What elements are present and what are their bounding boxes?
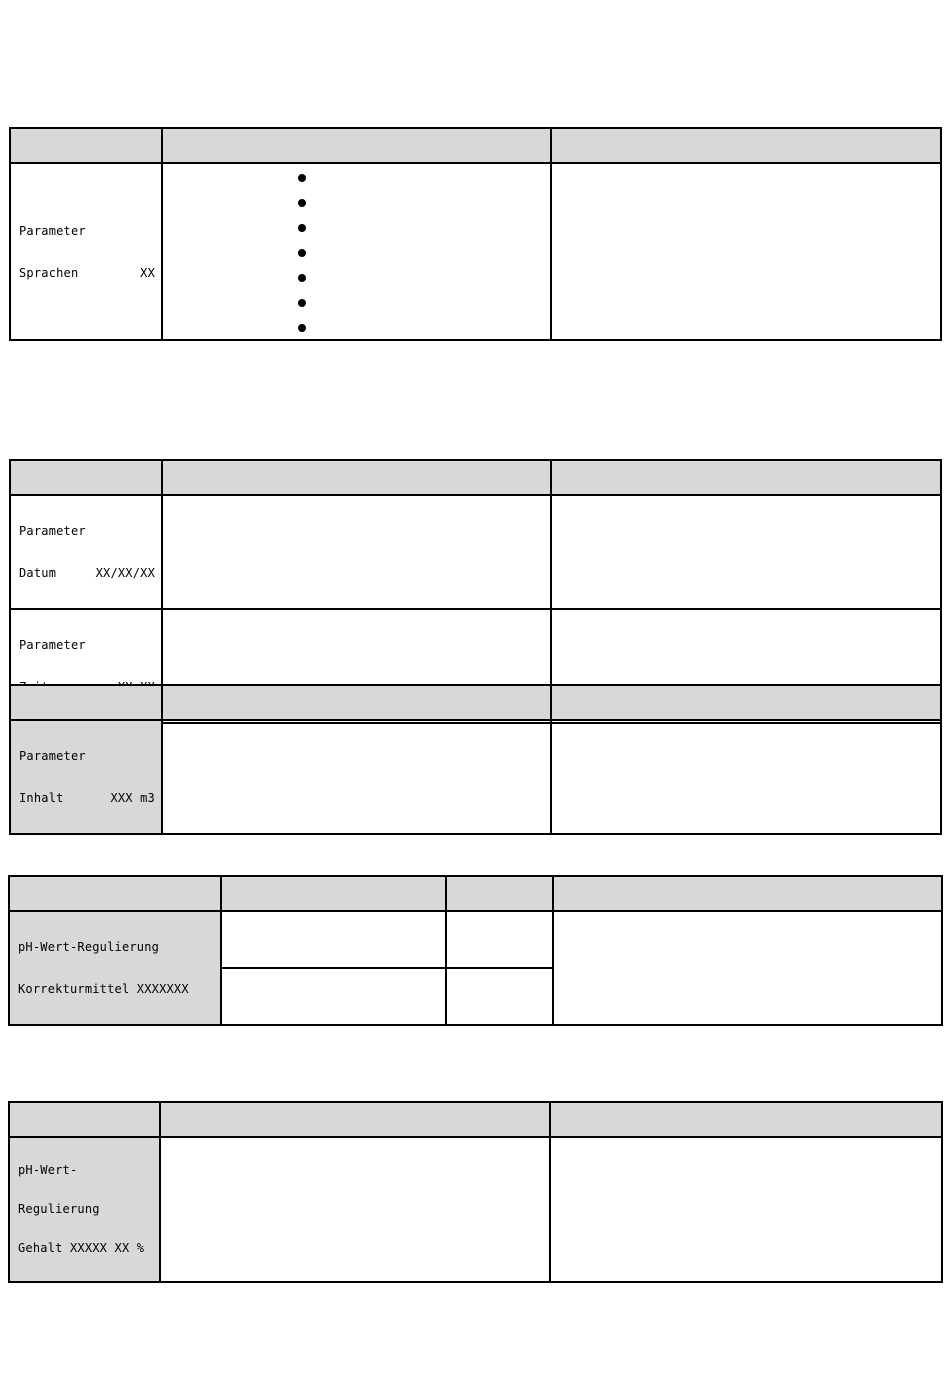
lcd-line: pH-Wert-	[18, 1163, 78, 1177]
lcd-label: Inhalt	[19, 791, 64, 805]
table-header-row	[10, 460, 941, 495]
header-cell	[10, 128, 162, 163]
header-cell	[162, 685, 551, 720]
table-row	[10, 495, 941, 609]
lcd-line: Parameter	[19, 223, 86, 238]
description-cell	[551, 495, 941, 609]
lcd-line: Parameter	[19, 749, 86, 763]
value-cell	[446, 968, 553, 1025]
bullet-icon	[298, 274, 306, 282]
header-cell	[9, 876, 221, 911]
header-cell	[550, 1102, 942, 1137]
lcd-display	[10, 495, 162, 609]
table-languages	[9, 127, 942, 341]
header-cell	[162, 128, 551, 163]
header-cell	[221, 876, 446, 911]
list-item	[163, 264, 550, 289]
bullet-icon	[298, 174, 306, 182]
header-cell	[446, 876, 553, 911]
bullet-list	[163, 164, 550, 339]
list-item	[163, 289, 550, 314]
lcd-line: Korrekturmittel XXXXXXX	[18, 982, 189, 996]
header-cell	[160, 1102, 550, 1137]
header-cell	[10, 460, 162, 495]
lcd-label: Datum	[19, 566, 57, 580]
table-header-row	[9, 1102, 942, 1137]
table-correction-agent	[8, 875, 943, 1026]
lcd-value: XX	[140, 265, 155, 280]
lcd-display	[9, 911, 221, 1025]
lcd-display	[10, 720, 162, 834]
options-cell	[221, 968, 446, 1025]
bullet-icon	[298, 249, 306, 257]
table-header-row	[9, 876, 942, 911]
list-item	[163, 189, 550, 214]
options-cell	[221, 911, 446, 968]
bullet-icon	[298, 199, 306, 207]
description-cell	[551, 163, 941, 340]
bullet-icon	[298, 224, 306, 232]
table-volume	[9, 684, 942, 835]
header-cell	[551, 685, 941, 720]
list-item	[163, 214, 550, 239]
value-cell	[446, 911, 553, 968]
lcd-line	[19, 566, 155, 580]
header-cell	[553, 876, 942, 911]
description-cell	[551, 720, 941, 834]
table-header-row	[10, 685, 941, 720]
description-cell	[550, 1137, 942, 1282]
options-cell	[162, 720, 551, 834]
lcd-line: Gehalt XXXXX XX %	[18, 1241, 145, 1255]
list-item	[163, 314, 550, 339]
lcd-value: XXX m3	[110, 791, 155, 805]
lcd-value: XX/XX/XX	[95, 566, 155, 580]
header-cell	[9, 1102, 160, 1137]
options-cell	[162, 495, 551, 609]
table-row	[10, 720, 941, 834]
lcd-display	[9, 1137, 160, 1282]
table-row	[9, 911, 942, 968]
table-row	[10, 163, 941, 340]
options-cell	[160, 1137, 550, 1282]
bullet-icon	[298, 324, 306, 332]
table-concentration	[8, 1101, 943, 1283]
lcd-line: Parameter	[19, 524, 86, 538]
lcd-line	[19, 266, 155, 280]
table-header-row	[10, 128, 941, 163]
lcd-line: Regulierung	[18, 1202, 100, 1216]
table-row	[9, 1137, 942, 1282]
lcd-display	[10, 163, 162, 340]
list-item	[163, 164, 550, 189]
lcd-label: Sprachen	[19, 265, 79, 280]
options-cell	[162, 163, 551, 340]
bullet-icon	[298, 299, 306, 307]
lcd-line: Parameter	[19, 638, 86, 652]
header-cell	[551, 460, 941, 495]
header-cell	[10, 685, 162, 720]
list-item	[163, 239, 550, 264]
header-cell	[162, 460, 551, 495]
description-cell	[553, 911, 942, 1025]
lcd-line	[19, 791, 155, 805]
lcd-line: pH-Wert-Regulierung	[18, 940, 160, 954]
header-cell	[551, 128, 941, 163]
